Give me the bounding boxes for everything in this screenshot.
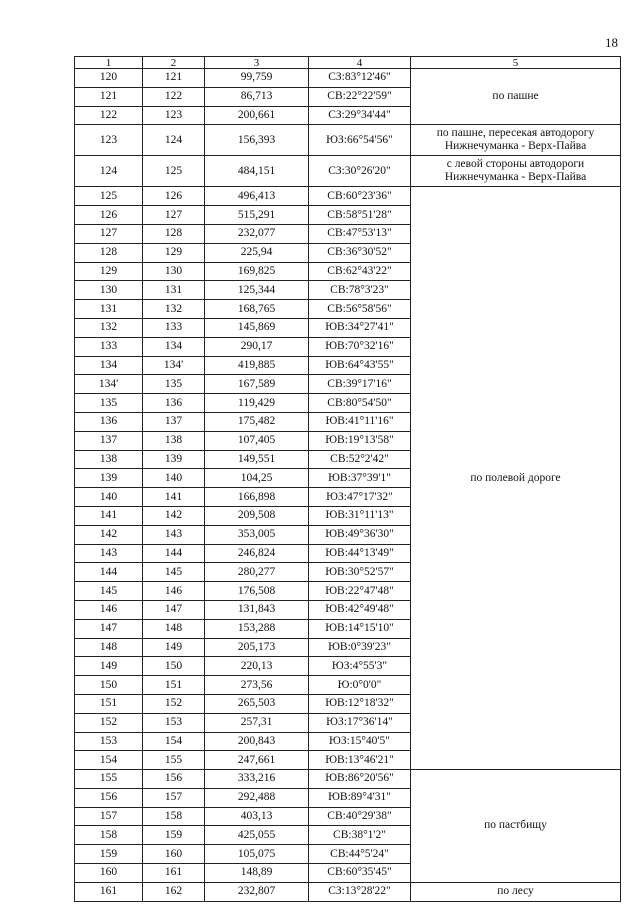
bearing-cell: СВ:56°58'56" (309, 300, 411, 319)
distance-cell: 148,89 (205, 864, 309, 883)
bearing-cell: ЮВ:19°13'58" (309, 431, 411, 450)
bearing-cell: ЮЗ:4°55'3" (309, 657, 411, 676)
distance-cell: 353,005 (205, 525, 309, 544)
bearing-cell: ЮЗ:66°54'56" (309, 125, 411, 156)
bearing-cell: СВ:38°1'2" (309, 826, 411, 845)
bearing-cell: ЮВ:22°47'48" (309, 582, 411, 601)
point-from-cell: 132 (75, 318, 143, 337)
point-from-cell: 133 (75, 337, 143, 356)
point-to-cell: 123 (143, 106, 205, 125)
bearing-cell: СЗ:30°26'20" (309, 156, 411, 187)
table-row (75, 770, 621, 789)
header-cell: 2 (143, 57, 205, 69)
point-from-cell: 121 (75, 87, 143, 106)
distance-cell: 419,885 (205, 356, 309, 375)
header-cell: 4 (309, 57, 411, 69)
distance-cell: 99,759 (205, 69, 309, 88)
bearing-cell: СЗ:13°28'22" (309, 882, 411, 901)
bearing-cell: ЮВ:86°20'56" (309, 770, 411, 789)
distance-cell: 86,713 (205, 87, 309, 106)
point-to-cell: 149 (143, 638, 205, 657)
bearing-cell: СЗ:83°12'46" (309, 69, 411, 88)
header-cell: 5 (411, 57, 621, 69)
point-to-cell: 158 (143, 807, 205, 826)
distance-cell: 403,13 (205, 807, 309, 826)
point-from-cell: 151 (75, 694, 143, 713)
point-to-cell: 152 (143, 694, 205, 713)
bearing-cell: СВ:62°43'22" (309, 262, 411, 281)
point-from-cell: 161 (75, 882, 143, 901)
point-to-cell: 155 (143, 751, 205, 770)
description-cell: по лесу (411, 882, 621, 901)
point-to-cell: 141 (143, 488, 205, 507)
distance-cell: 247,661 (205, 751, 309, 770)
distance-cell: 273,56 (205, 676, 309, 695)
bearing-cell: СВ:44°5'24" (309, 845, 411, 864)
bearing-cell: ЮВ:34°27'41" (309, 318, 411, 337)
point-from-cell: 126 (75, 206, 143, 225)
distance-cell: 257,31 (205, 713, 309, 732)
point-from-cell: 159 (75, 845, 143, 864)
point-to-cell: 148 (143, 619, 205, 638)
point-to-cell: 147 (143, 600, 205, 619)
header-cell: 3 (205, 57, 309, 69)
bearing-cell: ЮВ:89°4'31" (309, 788, 411, 807)
distance-cell: 168,765 (205, 300, 309, 319)
point-from-cell: 155 (75, 770, 143, 789)
point-to-cell: 156 (143, 770, 205, 789)
bearing-cell: ЮВ:42°49'48" (309, 600, 411, 619)
point-from-cell: 136 (75, 412, 143, 431)
point-from-cell: 147 (75, 619, 143, 638)
distance-cell: 515,291 (205, 206, 309, 225)
description-cell: с левой стороны автодороги Нижнечуманка - Верх-Пайва (411, 156, 621, 187)
bearing-cell: ЮВ:14°15'10" (309, 619, 411, 638)
point-to-cell: 138 (143, 431, 205, 450)
bearing-cell: ЮВ:41°11'16" (309, 412, 411, 431)
bearing-cell: СВ:52°2'42" (309, 450, 411, 469)
point-to-cell: 128 (143, 224, 205, 243)
bearing-cell: СВ:60°23'36" (309, 187, 411, 206)
distance-cell: 265,503 (205, 694, 309, 713)
point-from-cell: 127 (75, 224, 143, 243)
distance-cell: 167,589 (205, 375, 309, 394)
point-to-cell: 130 (143, 262, 205, 281)
point-to-cell: 153 (143, 713, 205, 732)
bearing-cell: ЮВ:0°39'23" (309, 638, 411, 657)
distance-cell: 200,661 (205, 106, 309, 125)
point-to-cell: 121 (143, 69, 205, 88)
point-to-cell: 124 (143, 125, 205, 156)
point-to-cell: 122 (143, 87, 205, 106)
table-row (75, 125, 621, 156)
point-from-cell: 149 (75, 657, 143, 676)
point-to-cell: 145 (143, 563, 205, 582)
point-from-cell: 154 (75, 751, 143, 770)
distance-cell: 149,551 (205, 450, 309, 469)
distance-cell: 125,344 (205, 281, 309, 300)
distance-cell: 169,825 (205, 262, 309, 281)
point-from-cell: 142 (75, 525, 143, 544)
point-to-cell: 161 (143, 864, 205, 883)
point-from-cell: 143 (75, 544, 143, 563)
distance-cell: 166,898 (205, 488, 309, 507)
distance-cell: 232,807 (205, 882, 309, 901)
point-to-cell: 142 (143, 506, 205, 525)
description-cell: по пастбищу (411, 770, 621, 883)
header-cell: 1 (75, 57, 143, 69)
point-from-cell: 140 (75, 488, 143, 507)
point-from-cell: 131 (75, 300, 143, 319)
bearing-cell: СВ:47°53'13" (309, 224, 411, 243)
point-to-cell: 143 (143, 525, 205, 544)
point-to-cell: 134' (143, 356, 205, 375)
bearing-cell: СВ:80°54'50" (309, 394, 411, 413)
point-to-cell: 159 (143, 826, 205, 845)
point-to-cell: 151 (143, 676, 205, 695)
description-cell: по полевой дороге (411, 187, 621, 770)
bearing-cell: ЮВ:44°13'49" (309, 544, 411, 563)
distance-cell: 425,055 (205, 826, 309, 845)
distance-cell: 145,869 (205, 318, 309, 337)
point-from-cell: 144 (75, 563, 143, 582)
point-from-cell: 123 (75, 125, 143, 156)
bearing-cell: ЮЗ:15°40'5" (309, 732, 411, 751)
point-from-cell: 153 (75, 732, 143, 751)
point-to-cell: 127 (143, 206, 205, 225)
point-to-cell: 160 (143, 845, 205, 864)
distance-cell: 484,151 (205, 156, 309, 187)
point-to-cell: 140 (143, 469, 205, 488)
point-from-cell: 141 (75, 506, 143, 525)
bearing-cell: ЮВ:31°11'13" (309, 506, 411, 525)
bearing-cell: Ю:0°0'0" (309, 676, 411, 695)
point-to-cell: 132 (143, 300, 205, 319)
distance-cell: 156,393 (205, 125, 309, 156)
point-from-cell: 156 (75, 788, 143, 807)
bearing-cell: ЮВ:37°39'1" (309, 469, 411, 488)
point-to-cell: 134 (143, 337, 205, 356)
point-from-cell: 128 (75, 243, 143, 262)
bearing-cell: СЗ:29°34'44" (309, 106, 411, 125)
point-from-cell: 125 (75, 187, 143, 206)
bearing-cell: СВ:78°3'23" (309, 281, 411, 300)
distance-cell: 209,508 (205, 506, 309, 525)
point-to-cell: 139 (143, 450, 205, 469)
table-body (75, 69, 621, 902)
distance-cell: 119,429 (205, 394, 309, 413)
point-to-cell: 144 (143, 544, 205, 563)
distance-cell: 200,843 (205, 732, 309, 751)
point-to-cell: 146 (143, 582, 205, 601)
point-from-cell: 139 (75, 469, 143, 488)
point-from-cell: 160 (75, 864, 143, 883)
distance-cell: 290,17 (205, 337, 309, 356)
page-number: 18 (605, 35, 618, 50)
bearing-cell: ЮВ:12°18'32" (309, 694, 411, 713)
point-to-cell: 154 (143, 732, 205, 751)
distance-cell: 205,173 (205, 638, 309, 657)
bearing-cell: ЮВ:13°46'21" (309, 751, 411, 770)
point-from-cell: 152 (75, 713, 143, 732)
bearing-cell: СВ:58°51'28" (309, 206, 411, 225)
point-to-cell: 162 (143, 882, 205, 901)
distance-cell: 220,13 (205, 657, 309, 676)
point-from-cell: 134' (75, 375, 143, 394)
bearing-cell: ЮВ:64°43'55" (309, 356, 411, 375)
point-to-cell: 126 (143, 187, 205, 206)
point-from-cell: 120 (75, 69, 143, 88)
table-row (75, 69, 621, 88)
bearing-cell: СВ:40°29'38" (309, 807, 411, 826)
table-row (75, 156, 621, 187)
distance-cell: 246,824 (205, 544, 309, 563)
bearing-cell: СВ:39°17'16" (309, 375, 411, 394)
distance-cell: 107,405 (205, 431, 309, 450)
bearing-cell: СВ:36°30'52" (309, 243, 411, 262)
bearing-cell: ЮЗ:17°36'14" (309, 713, 411, 732)
point-to-cell: 133 (143, 318, 205, 337)
distance-cell: 153,288 (205, 619, 309, 638)
description-cell: по пашне, пересекая автодорогу Нижнечуманка - Верх-Пайва (411, 125, 621, 156)
point-from-cell: 138 (75, 450, 143, 469)
distance-cell: 225,94 (205, 243, 309, 262)
point-to-cell: 131 (143, 281, 205, 300)
bearing-cell: СВ:60°35'45" (309, 864, 411, 883)
table-row (75, 882, 621, 901)
point-from-cell: 150 (75, 676, 143, 695)
bearing-cell: ЮВ:70°32'16" (309, 337, 411, 356)
point-from-cell: 145 (75, 582, 143, 601)
point-to-cell: 136 (143, 394, 205, 413)
point-to-cell: 150 (143, 657, 205, 676)
point-from-cell: 124 (75, 156, 143, 187)
header-row (75, 57, 621, 69)
distance-cell: 105,075 (205, 845, 309, 864)
distance-cell: 333,216 (205, 770, 309, 789)
distance-cell: 175,482 (205, 412, 309, 431)
distance-cell: 292,488 (205, 788, 309, 807)
table-row (75, 187, 621, 206)
distance-cell: 104,25 (205, 469, 309, 488)
point-from-cell: 158 (75, 826, 143, 845)
distance-cell: 176,508 (205, 582, 309, 601)
boundary-table (74, 56, 621, 902)
bearing-cell: ЮВ:30°52'57" (309, 563, 411, 582)
distance-cell: 280,277 (205, 563, 309, 582)
point-to-cell: 137 (143, 412, 205, 431)
bearing-cell: ЮЗ:47°17'32" (309, 488, 411, 507)
distance-cell: 131,843 (205, 600, 309, 619)
point-from-cell: 157 (75, 807, 143, 826)
point-from-cell: 129 (75, 262, 143, 281)
point-from-cell: 148 (75, 638, 143, 657)
point-from-cell: 122 (75, 106, 143, 125)
point-from-cell: 137 (75, 431, 143, 450)
bearing-cell: СВ:22°22'59" (309, 87, 411, 106)
point-from-cell: 134 (75, 356, 143, 375)
point-to-cell: 129 (143, 243, 205, 262)
distance-cell: 496,413 (205, 187, 309, 206)
point-from-cell: 130 (75, 281, 143, 300)
description-cell: по пашне (411, 69, 621, 125)
distance-cell: 232,077 (205, 224, 309, 243)
point-from-cell: 146 (75, 600, 143, 619)
point-to-cell: 157 (143, 788, 205, 807)
point-to-cell: 125 (143, 156, 205, 187)
point-to-cell: 135 (143, 375, 205, 394)
point-from-cell: 135 (75, 394, 143, 413)
bearing-cell: ЮВ:49°36'30" (309, 525, 411, 544)
